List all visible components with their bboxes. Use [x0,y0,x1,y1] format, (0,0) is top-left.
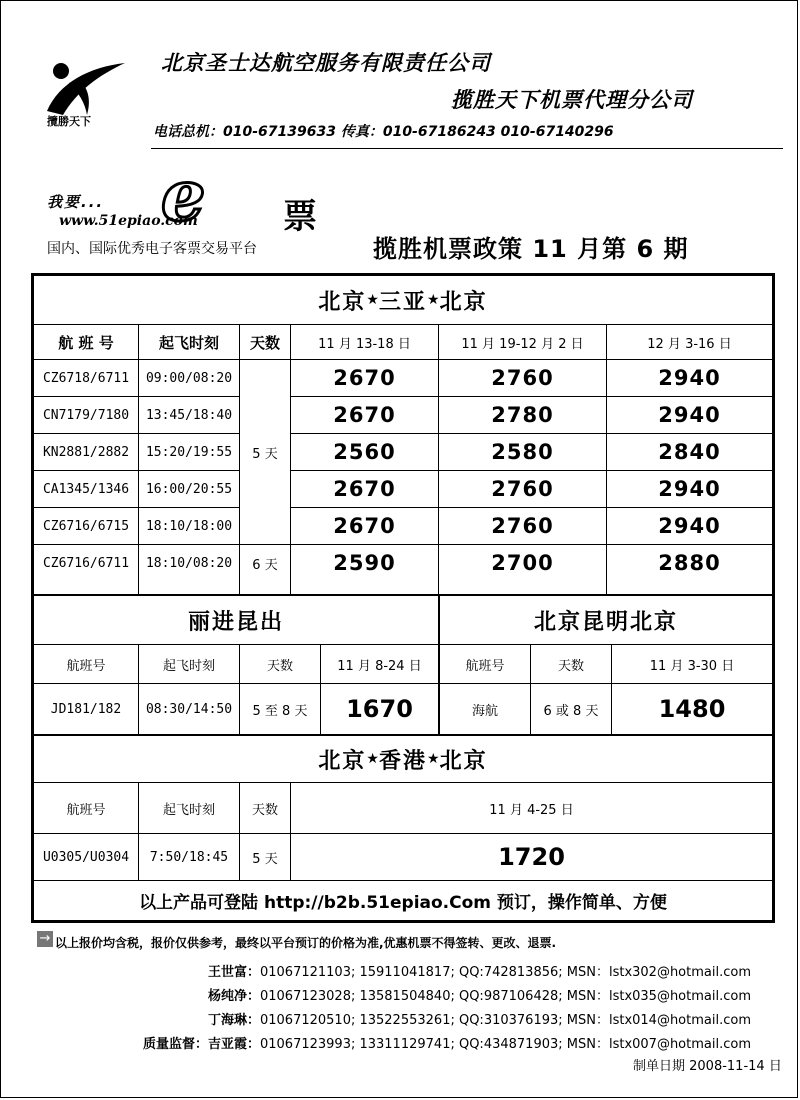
col-period3-header: 12 月 3-16 日 [647,336,732,352]
sanya-days-cell: 6 天 [252,557,278,573]
sanya-p2-cell: 2760 [491,366,554,390]
s2-col-flight-header: 航班号 [66,658,106,674]
sanya-p2-cell: 2580 [491,440,554,464]
s3-flight-cell: U0305/U0304 [42,849,130,865]
days-5-cell: 5 天 [252,447,278,462]
branch-name: 揽胜天下机票代理分公司 [451,87,693,112]
s2-flight2-cell: 海航 [471,703,498,719]
header-divider [151,148,783,149]
sanya-p1-cell: 2670 [333,403,396,427]
s2-col-period2-header: 11 月 3-30 日 [649,658,735,674]
sanya-p1-cell: 2590 [333,551,396,575]
s3-price-cell: 1720 [498,843,565,871]
logo-text: 攬勝天下 [47,115,91,128]
sanya-p3-cell: 2840 [658,440,721,464]
contact-row: 丁海琳：01067120510; 13522553261; QQ:310376193; MSN：lstx014@hotmail.com [207,1013,751,1028]
banner-piao-text: 票 [283,197,317,237]
sanya-p1-cell: 2670 [333,514,396,538]
col-days-header: 天数 [249,333,280,352]
booking-line: 以上产品可登陆 http://b2b.51epiao.Com 预订，操作简单、方便 [139,893,667,913]
sanya-time-cell: 18:10/08:20 [145,555,233,571]
lijiang-kunming-title: 丽进昆出 [187,608,284,635]
sanya-time-cell: 13:45/18:40 [145,407,233,423]
route-title-sanya: 北京 ★ 三亚 ★ 北京 [318,288,488,315]
s2-price2-cell: 1480 [658,695,726,723]
sanya-p1-cell: 2560 [333,440,396,464]
contact-row: 王世富：01067121103; 15911041817; QQ:742813856; MSN：lstx302@hotmail.com [207,965,751,980]
policy-title: 揽胜机票政策 11 月第 6 期 [373,235,689,263]
sanya-p2-cell: 2760 [491,477,554,501]
sanya-flight-cell: CN7179/7180 [42,407,130,423]
sanya-time-cell: 16:00/20:55 [145,481,233,497]
fare-table [31,273,775,923]
col-period1-header: 11 月 13-18 日 [318,336,411,352]
contact-row: 杨纯净：01067123028; 13581504840; QQ:987106428; MSN：lstx035@hotmail.com [207,989,751,1004]
s2-col-days2-header: 天数 [557,658,584,674]
sanya-time-cell: 18:10/18:00 [145,518,233,534]
beijing-kunming-title: 北京昆明北京 [533,608,678,635]
s2-days-cell: 5 至 8 天 [252,703,308,719]
phone-fax-line: 电话总机：010-67139633 传真：010-67186243 010-67140296 [153,124,614,140]
sanya-flight-cell: CZ6718/6711 [42,370,130,386]
contact-row: 质量监督：吉亚霞：01067123993; 13311129741; QQ:434871903; MSN：lstx007@hotmail.com [142,1037,751,1052]
sanya-p1-cell: 2670 [333,366,396,390]
star-icon: ★ [427,292,440,308]
arrow-right-icon: → [37,931,53,947]
sanya-time-cell: 09:00/08:20 [145,370,233,386]
banner-want-text: 我要... [47,193,105,211]
star-icon: ★ [427,751,440,767]
sanya-time-cell: 15:20/19:55 [145,444,233,460]
s3-days-cell: 5 天 [252,851,278,867]
s3-col-time-header: 起飞时刻 [162,802,215,818]
sanya-flight-cell: KN2881/2882 [42,444,130,460]
s3-col-flight-header: 航班号 [66,802,106,818]
sanya-flight-cell: CZ6716/6711 [42,555,130,571]
sanya-p2-cell: 2700 [491,551,554,575]
s3-time-cell: 7:50/18:45 [149,849,229,865]
s2-days2-cell: 6 或 8 天 [543,703,599,719]
s2-col-days-header: 天数 [266,658,293,674]
platform-tagline: 国内、国际优秀电子客票交易平台 [47,241,257,257]
sanya-p3-cell: 2940 [658,477,721,501]
banner-e-logo: e [161,154,206,237]
sanya-p3-cell: 2940 [658,366,721,390]
sanya-p3-cell: 2940 [658,514,721,538]
col-period2-header: 11 月 19-12 月 2 日 [461,336,584,352]
company-name: 北京圣士达航空服务有限责任公司 [161,50,491,75]
s2-col-flight2-header: 航班号 [465,658,505,674]
price-note: 以上报价均含税，报价仅供参考，最终以平台预订的价格为准,优惠机票不得签转、更改、退票. [55,936,557,950]
issue-date: 制单日期 2008-11-14 日 [633,1059,782,1074]
col-flight-header: 航 班 号 [58,333,114,352]
sanya-flight-cell: CZ6716/6715 [42,518,130,534]
banner-site-url: www.51epiao.com [59,213,198,229]
s2-price-cell: 1670 [346,695,413,723]
sanya-p3-cell: 2880 [658,551,721,575]
star-icon: ★ [366,292,379,308]
s2-col-period-header: 11 月 8-24 日 [337,658,422,674]
s3-col-days-header: 天数 [251,802,278,818]
col-time-header: 起飞时刻 [158,333,219,352]
sanya-p3-cell: 2940 [658,403,721,427]
s2-time-cell: 08:30/14:50 [145,701,233,717]
sanya-p2-cell: 2780 [491,403,554,427]
sanya-flight-cell: CA1345/1346 [42,481,130,497]
s2-col-time-header: 起飞时刻 [162,658,215,674]
sanya-p1-cell: 2670 [333,477,396,501]
s2-flight-cell: JD181/182 [50,701,122,717]
star-icon: ★ [366,751,379,767]
s3-col-period-header: 11 月 4-25 日 [489,802,574,818]
route-title-hongkong: 北京 ★ 香港 ★ 北京 [318,747,488,774]
sanya-p2-cell: 2760 [491,514,554,538]
